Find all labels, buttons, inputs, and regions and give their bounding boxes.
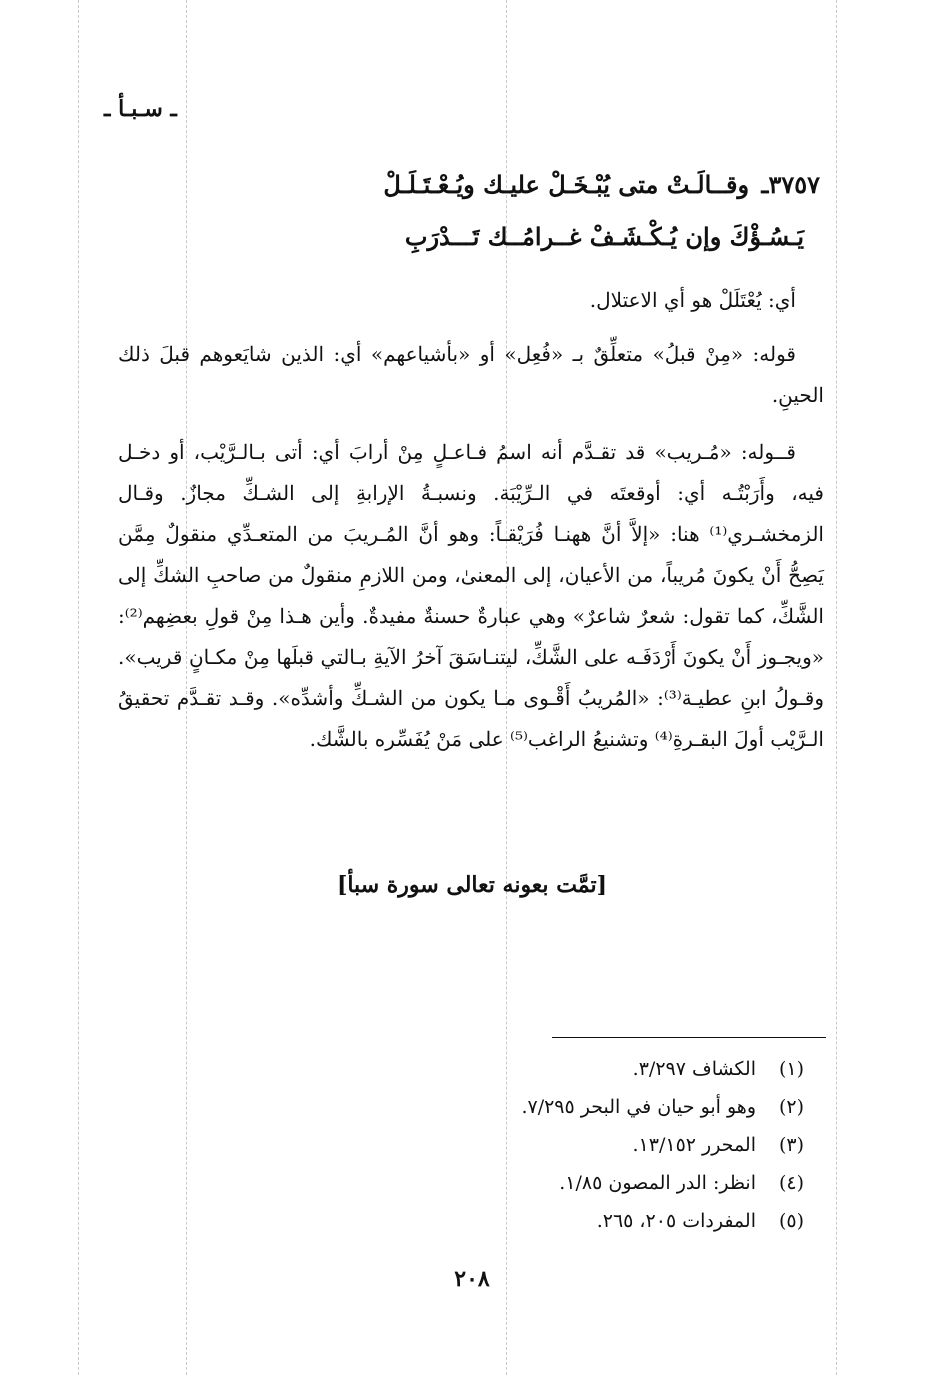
footnote-divider xyxy=(552,1037,826,1038)
running-header: ـ سـبـأ ـ xyxy=(104,96,177,122)
footnote-item xyxy=(521,1050,804,1088)
footnote-number: (٢) xyxy=(778,1096,804,1118)
footnote-text: انظر: الدر المصون ١/٨٥. xyxy=(559,1172,756,1194)
footnote-text: الكشاف ٣/٢٩٧. xyxy=(632,1058,756,1080)
verse-text-1: وقــالَـتْ متى يُبْـخَـلْ عليـك ويُـعْـتَـلَـلْ xyxy=(383,170,750,199)
footnote-number: (٥) xyxy=(778,1210,804,1232)
footnote-number: (٣) xyxy=(778,1134,804,1156)
footnote-item xyxy=(521,1126,804,1164)
scan-guide-line xyxy=(836,0,837,1375)
footnote-text: وهو أبو حيان في البحر ٧/٢٩٥. xyxy=(521,1096,756,1118)
footnote-number: (٤) xyxy=(778,1172,804,1194)
footnote-text: المفردات ٢٠٥، ٢٦٥. xyxy=(596,1210,756,1232)
verse-line-2: يَـسُـؤْكَ وإن يُـكْـشَـفْ غــرامُــك تَـــدْرَبِ xyxy=(404,222,804,251)
paragraph-3 xyxy=(118,432,824,760)
footnote-item xyxy=(521,1088,804,1126)
footnote-number: (١) xyxy=(778,1058,804,1080)
paragraph-text: أي: يُعْتَلَلْ هو أي الاعتلال. xyxy=(589,288,796,312)
paragraph-2 xyxy=(118,334,824,416)
scan-guide-line xyxy=(78,0,79,1375)
footnote-item xyxy=(521,1202,804,1240)
paragraph-text: قوله: «مِنْ قبلُ» متعلِّقٌ بـ «فُعِل» أو «بأشياعهم» أي: الذين شايَعوهم قبلَ ذلك الحينِ. xyxy=(118,342,824,407)
verse-number: ٣٧٥٧ـ xyxy=(761,170,820,199)
footnotes xyxy=(521,1050,804,1240)
footnote-text: المحرر ١٣/١٥٢. xyxy=(632,1134,756,1156)
verse-line-1 xyxy=(383,170,820,199)
page-number: ٢٠٨ xyxy=(454,1266,490,1292)
paragraph-1 xyxy=(118,280,824,321)
paragraph-text: قــوله: «مُـريب» قد تقـدَّم أنه اسمُ فـاعـلٍ مِنْ أرابَ أي: أتى بـالـرَّيْب، أو دخـل فيه، وأَرَبْتُـه أي: أوقعتَه في الـرِّيْبَة. ونسبـةُ الإرابةِ إلى الشـكِّ مجازٌ. وقـال الزمخشـري⁽¹⁾ هنا: «إلاَّ أنَّ ههنـا فُرَيْقـاً: وهو أنَّ المُـريبَ من المتعـدِّي منقولٌ مِمَّن يَصِحُّ أَنْ يكونَ مُريباً، من الأعيان، إلى المعنىٰ، ومن اللازمِ منقولٌ من صاحبِ الشكِّ إلى الشَّكِّ، كما تقول: شعرٌ شاعرٌ» وهي عبارةٌ حسنةٌ مفيدةٌ. وأين هـذا مِنْ قولِ بعضِهم⁽²⁾: «ويجـوز أَنْ يكونَ أَرْدَفَـه على الشَّكِّ، ليتنـاسَقَ آخرُ الآيةِ بـالتي قبلَها مِنْ مكـانٍ قريب». وقـولُ ابنِ عطيـة⁽³⁾: «المُريبُ أَقْـوى مـا يكون من الشـكِّ وأشدِّه». وقـد تقـدَّم تحقيقُ الـرَّيْب أولَ البقـرةِ⁽⁴⁾ وتشنيعُ الراغب⁽⁵⁾ على مَنْ يُفَسِّره بالشَّك. xyxy=(118,440,825,751)
footnote-item xyxy=(521,1164,804,1202)
surah-closing-note: [تمَّت بعونه تعالى سورة سبأ] xyxy=(336,872,608,898)
